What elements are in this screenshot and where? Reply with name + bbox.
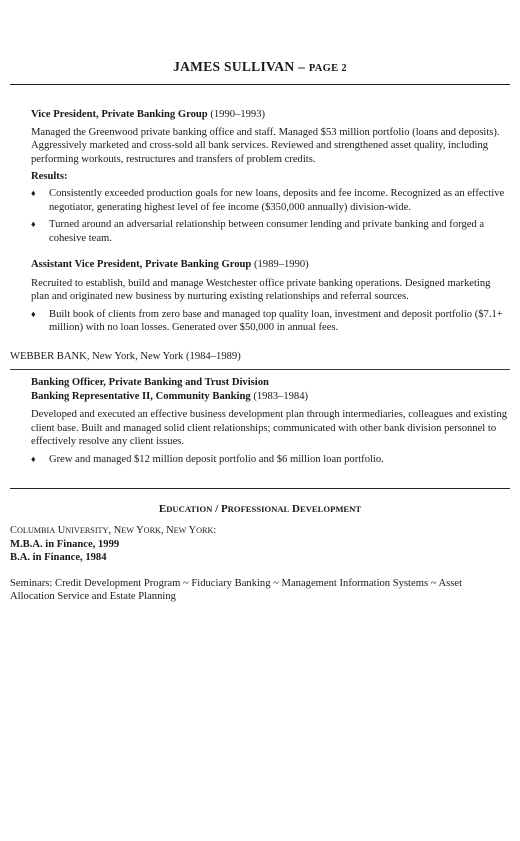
diamond-bullet-icon: ♦: [31, 308, 36, 319]
job-dates: (1983–1984): [253, 390, 309, 402]
page-header: [0, 59, 520, 75]
job-dates: (1990–1993): [210, 109, 266, 120]
school-part: OLUMBIA: [16, 526, 56, 535]
candidate-name: JAMES SULLIVAN: [173, 59, 295, 74]
position-vp: [31, 108, 509, 249]
results-label: Results:: [31, 171, 68, 183]
page-label: PAGE 2: [308, 63, 347, 74]
employer-name: WEBBER BANK: [10, 351, 87, 362]
school-part: ORK: [196, 526, 214, 535]
job-description: Managed the Greenwood private banking office and staff. Managed $53 million portfolio (loans and deposits). Aggressively marketed and cross-sold all bank services. Reviewed and strengthened asset quality, including performing workouts, restructures and transfers of problem credits.: [31, 126, 500, 165]
job-description: Developed and executed an effective business development plan through intermediaries, colleagues and existing client base. Built and managed solid client relationships; communicated with other bank division personnel to effectively resolve any client issues.: [31, 409, 508, 448]
heading-part: EVELOPMENT: [299, 504, 362, 514]
school-part: Y: [186, 525, 197, 536]
degree-mba: M.B.A. in Finance, 1999: [10, 538, 120, 550]
position-heading: [31, 108, 509, 122]
job-title: Banking Representative II, Community Banking: [31, 390, 251, 402]
heading-part: DUCATION: [166, 504, 213, 514]
position-heading: [31, 390, 509, 404]
header-divider: [10, 84, 510, 85]
bullet-text: Turned around an adversarial relationship between consumer lending and private banking and forged a cohesive team.: [49, 219, 485, 244]
position-avp: [31, 258, 509, 339]
list-item: [31, 453, 509, 467]
employer-location: , New York, New York: [86, 351, 184, 362]
list-item: [31, 308, 509, 335]
employer-dates: (1984–1989): [183, 351, 241, 362]
list-item: [31, 187, 509, 214]
bullet-text: Grew and managed $12 million deposit portfolio and $6 million loan portfolio.: [49, 453, 384, 465]
heading-part: ROFESSIONAL: [227, 504, 290, 514]
position-heading: [31, 258, 509, 272]
achievement-list: [31, 453, 509, 467]
school-part: EW: [173, 526, 187, 535]
job-dates: (1989–1990): [253, 259, 309, 270]
section-divider: [10, 488, 510, 489]
school-part: EW: [121, 526, 134, 535]
section-heading-education: [0, 503, 520, 515]
header-separator: –: [294, 59, 309, 74]
list-item: [31, 218, 509, 245]
school-part: NIVERSITY: [65, 526, 109, 535]
heading-part: E: [158, 503, 167, 515]
results-list: [31, 187, 509, 245]
diamond-bullet-icon: ♦: [31, 219, 36, 230]
degree-ba: B.A. in Finance, 1984: [10, 552, 107, 564]
school-part: U: [55, 525, 66, 536]
school-part: ,: [160, 525, 167, 536]
heading-part: D: [289, 503, 300, 515]
school-part: C: [10, 525, 17, 536]
achievement-list: [31, 308, 509, 335]
bullet-text: Consistently exceeded production goals for new loans, deposits and fee income. Recognized as an effective negotiator, generating highest level of fee income ($350,000 annually) division-wide.: [49, 187, 505, 213]
school-part: ORK: [143, 526, 161, 535]
employer-line: [10, 350, 241, 364]
school-part: :: [213, 525, 217, 536]
diamond-bullet-icon: ♦: [31, 187, 36, 198]
job-description: Recruited to establish, build and manage Westchester office private banking operations. Designed marketing plan and originated new business by nurturing existing relationships and referral sources.: [31, 277, 491, 303]
job-title: Assistant Vice President, Private Banking Group: [31, 259, 252, 270]
school-part: ,: [108, 525, 114, 536]
heading-part: P: [220, 503, 228, 515]
bullet-text: Built book of clients from zero base and managed top quality loan, investment and deposit portfolio ($7.1+ million) with no loan losses. Generated over $50,000 in annual fees.: [49, 308, 503, 334]
job-title: Vice President, Private Banking Group: [31, 109, 208, 120]
seminars-text: Seminars: Credit Development Program ~ Fiduciary Banking ~ Management Information Systems ~ Asset Allocation Service and Estate Planning: [10, 577, 463, 603]
school-part: Y: [133, 525, 144, 536]
school-name: [10, 524, 510, 538]
education-block: [10, 524, 510, 604]
job-title: Banking Officer, Private Banking and Trust Division: [31, 377, 269, 388]
school-part: N: [113, 525, 122, 536]
diamond-bullet-icon: ♦: [31, 453, 36, 464]
position-webber: [31, 376, 509, 471]
employer-divider: [10, 369, 510, 370]
heading-part: /: [212, 503, 221, 515]
school-part: N: [166, 525, 174, 536]
